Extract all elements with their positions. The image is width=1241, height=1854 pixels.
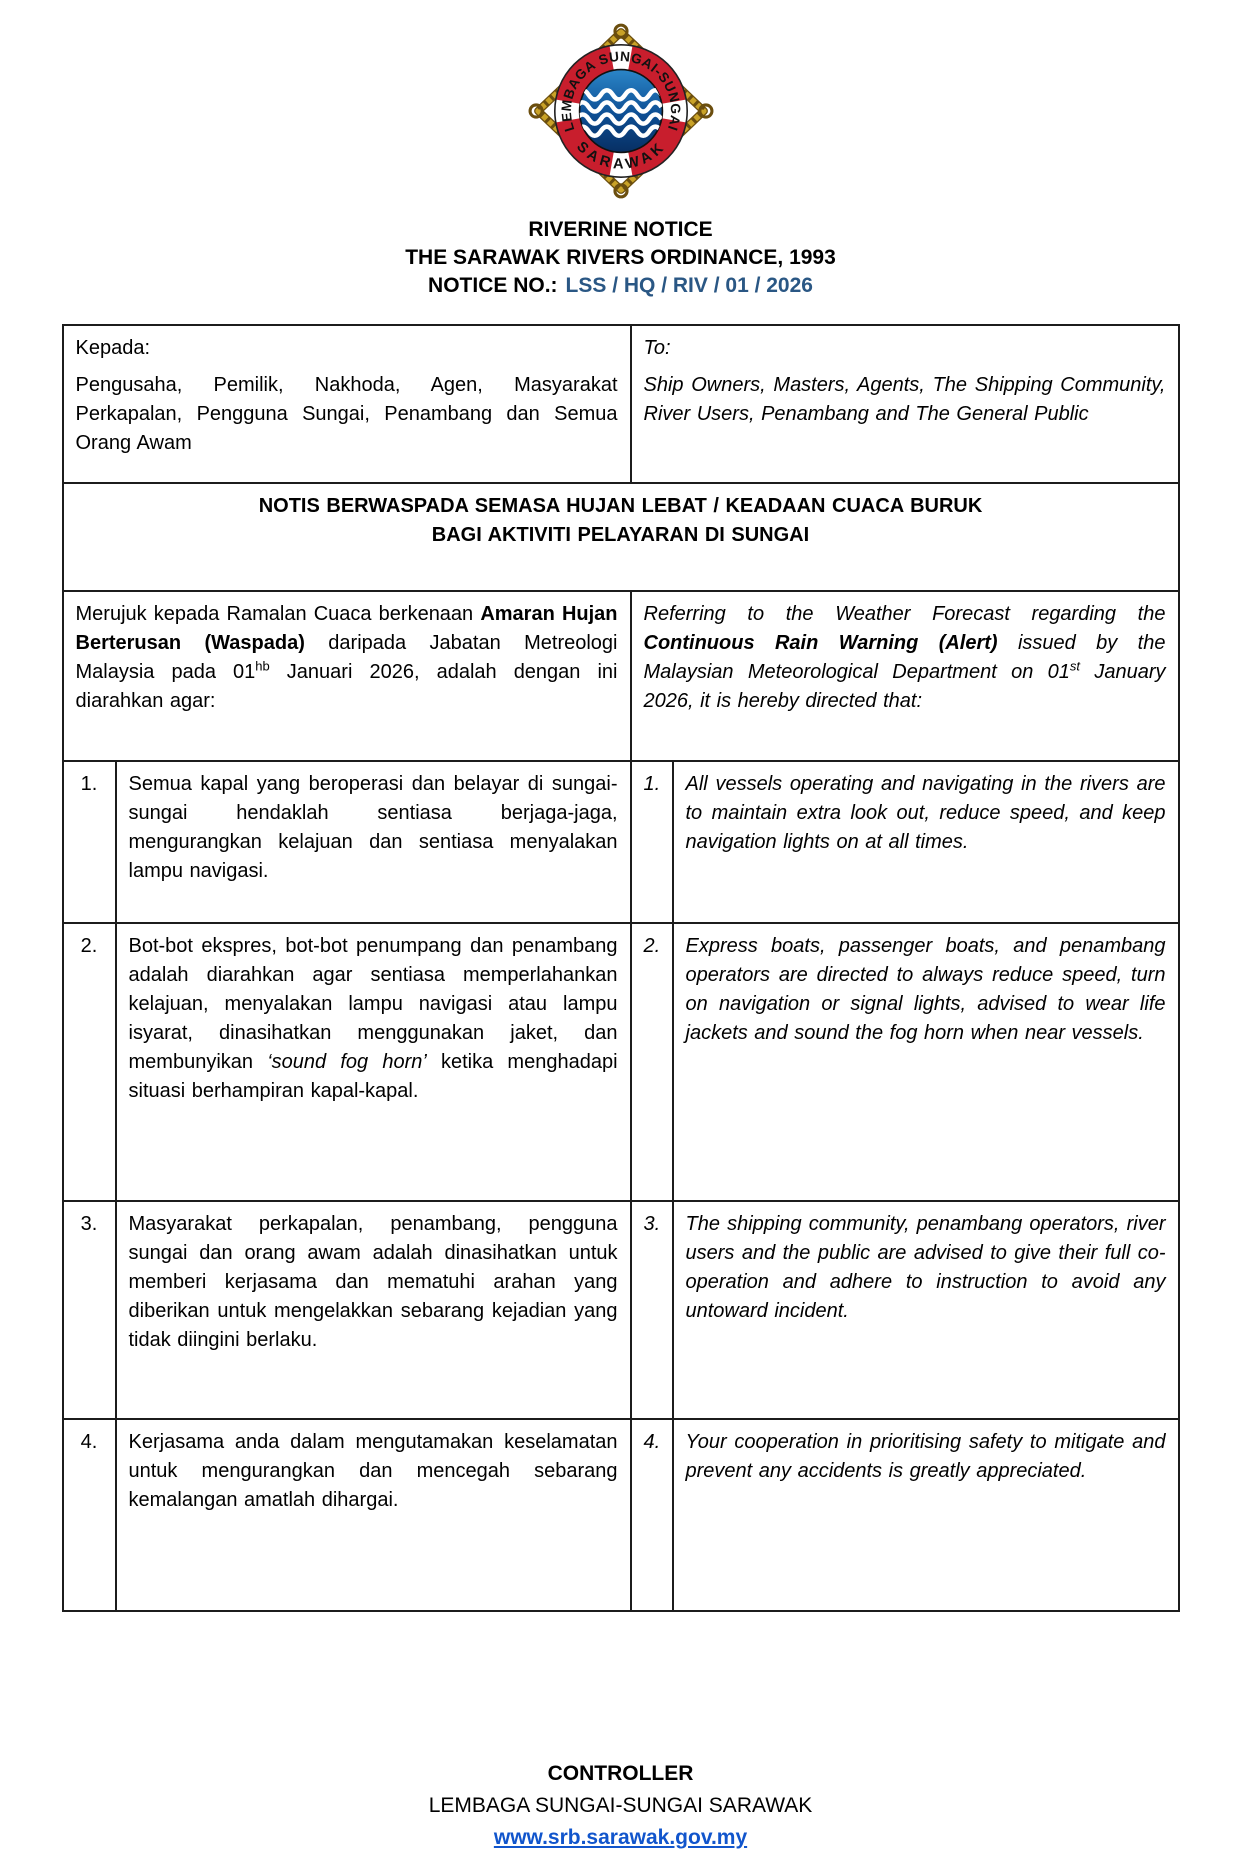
notice-heading-line2: BAGI AKTIVITI PELAYARAN DI SUNGAI <box>431 524 810 546</box>
item-1-number-en: 1. <box>631 761 673 923</box>
footer-website-link[interactable]: www.srb.sarawak.gov.my <box>493 1826 748 1849</box>
recipients-ms-body: Pengusaha, Pemilik, Nakhoda, Agen, Masyarakat Perkapalan, Pengguna Sungai, Penambang dan Semua Orang Awam <box>75 374 618 454</box>
logo-ring-bottom-text: SARAWAK <box>572 138 669 173</box>
item-row-1 <box>63 761 1179 923</box>
notice-number-line <box>0 272 1241 300</box>
item-2-number-en: 2. <box>631 923 673 1201</box>
recipients-ms-cell <box>63 325 631 483</box>
recipients-row <box>63 325 1179 483</box>
footer-agency-name: LEMBAGA SUNGAI-SUNGAI SARAWAK <box>428 1794 813 1817</box>
lifebuoy-logo-icon <box>518 16 724 206</box>
footer <box>0 1758 1241 1854</box>
notice-table <box>62 324 1180 1612</box>
notice-number-label: NOTICE NO.: <box>428 274 558 297</box>
item-4-ms: Kerjasama anda dalam mengutamakan keselamatan untuk mengurangkan dan mencegah sebarang kemalangan amatlah dihargai. <box>116 1419 631 1611</box>
item-3-ms: Masyarakat perkapalan, penambang, pengguna sungai dan orang awam adalah dinasihatkan untuk memberi kerjasama dan mematuhi arahan yang diberikan untuk mengelakkan sebarang kejadian yang tidak diingini berlaku. <box>116 1201 631 1419</box>
recipients-en-body: Ship Owners, Masters, Agents, The Shipping Community, River Users, Penambang and The General Public <box>643 374 1166 425</box>
item-1-number-ms: 1. <box>63 761 116 923</box>
title-block <box>0 216 1241 300</box>
recipients-ms-label: Kepada: <box>75 337 151 359</box>
intro-ms: Merujuk kepada Ramalan Cuaca berkenaan Amaran Hujan Berterusan (Waspada) daripada Jabatan Metreologi Malaysia pada $01^{hb}$ Januari 2026, adalah dengan ini diarahkan agar: <box>63 591 631 761</box>
item-1-ms: Semua kapal yang beroperasi dan belayar di sungai-sungai hendaklah sentiasa berjaga-jaga, mengurangkan kelajuan dan sentiasa menyalakan lampu navigasi. <box>116 761 631 923</box>
notice-number-value: LSS / HQ / RIV / 01 / 2026 <box>565 274 813 297</box>
intro-row <box>63 591 1179 761</box>
intro-en: Referring to the Weather Forecast regarding the Continuous Rain Warning (Alert) issued by the Malaysian Meteorological Department on 01st January 2026, it is hereby directed that: <box>631 591 1179 761</box>
notice-heading <box>63 483 1179 591</box>
item-4-en: Your cooperation in prioritising safety to mitigate and prevent any accidents is greatly appreciated. <box>673 1419 1179 1611</box>
logo-ring-top-text: LEMBAGA SUNGAI-SUNGAI <box>558 48 683 134</box>
recipients-en-cell <box>631 325 1179 483</box>
heading-row <box>63 483 1179 591</box>
item-1-en: All vessels operating and navigating in the rivers are to maintain extra look out, reduce speed, and keep navigation lights on at all times. <box>673 761 1179 923</box>
item-2-number-ms: 2. <box>63 923 116 1201</box>
lss-logo <box>0 0 1241 206</box>
ordinance-title: THE SARAWAK RIVERS ORDINANCE, 1993 <box>405 246 836 269</box>
notice-heading-line1: NOTIS BERWASPADA SEMASA HUJAN LEBAT / KEADAAN CUACA BURUK <box>258 495 983 517</box>
item-4-number-ms: 4. <box>63 1419 116 1611</box>
item-2-ms: Bot-bot ekspres, bot-bot penumpang dan penambang adalah diarahkan agar sentiasa memperlahankan kelajuan, menyalakan lampu navigasi atau lampu isyarat, dinasihatkan menggunakan jaket, dan membunyikan ‘sound fog horn’ ketika menghadapi situasi berhampiran kapal-kapal. <box>116 923 631 1201</box>
item-3-en: The shipping community, penambang operators, river users and the public are advised to give their full co-operation and adhere to instruction to avoid any untoward incident. <box>673 1201 1179 1419</box>
item-3-number-en: 3. <box>631 1201 673 1419</box>
footer-controller: CONTROLLER <box>547 1762 694 1785</box>
item-3-number-ms: 3. <box>63 1201 116 1419</box>
recipients-en-label: To: <box>643 337 671 359</box>
item-2-en: Express boats, passenger boats, and penambang operators are directed to always reduce speed, turn on navigation or signal lights, advised to wear life jackets and sound the fog horn when near vessels. <box>673 923 1179 1201</box>
item-row-3 <box>63 1201 1179 1419</box>
item-row-2 <box>63 923 1179 1201</box>
item-row-4 <box>63 1419 1179 1611</box>
item-4-number-en: 4. <box>631 1419 673 1611</box>
document-title: RIVERINE NOTICE <box>528 218 713 241</box>
